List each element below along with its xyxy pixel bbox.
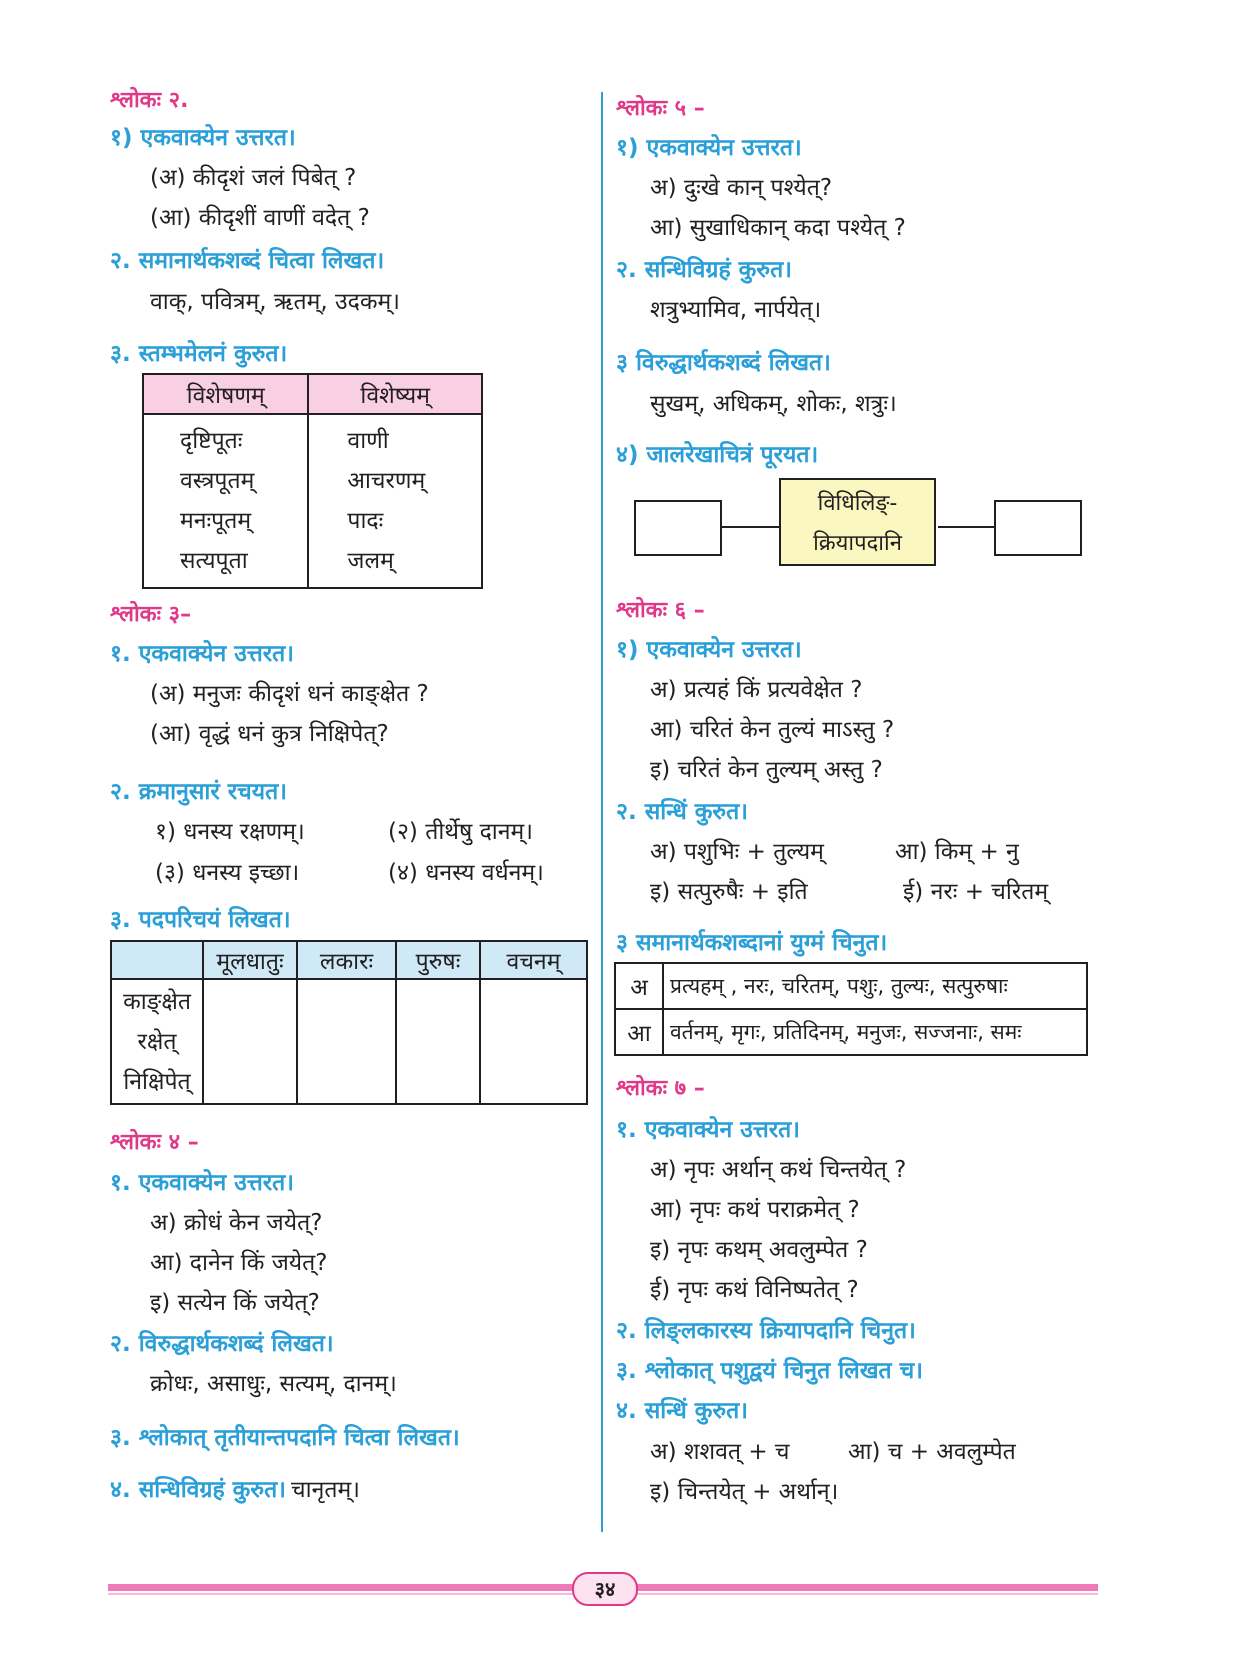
shloka-7-heading: श्लोकः ७ – [616, 1076, 705, 1101]
s2-q1: १) एकवाक्येन उत्तरत। [110, 125, 296, 151]
web-line-left [720, 526, 779, 528]
pada-cell[interactable] [203, 979, 297, 1104]
s5-q1: १) एकवाक्येन उत्तरत। [616, 135, 802, 161]
s7-q1: १. एकवाक्येन उत्तरत। [616, 1117, 800, 1143]
s5-q2: २. सन्धिविग्रहं कुरुत। [616, 257, 792, 283]
page-number: ३४ [572, 1572, 638, 1606]
syn-row-1: प्रत्यहम् , नरः, चरितम्, पशुः, तुल्यः, सत्पुरुषाः [663, 963, 1087, 1009]
s7-q1b: आ) नृपः कथं पराक्रमेत् ? [650, 1197, 860, 1223]
s3-order-4: (४) धनस्य वर्धनम्। [388, 860, 544, 886]
pada-header-blank [111, 941, 203, 979]
s5-q3-text: सुखम्, अधिकम्, शोकः, शत्रुः। [650, 391, 897, 417]
match-table [142, 373, 483, 589]
s4-q4-text: चानृतम्। [291, 1477, 360, 1503]
s6-q3: ३ समानार्थकशब्दानां युग्मं चिनुत। [616, 930, 888, 956]
s3-order-3: (३) धनस्य इच्छा। [155, 860, 300, 886]
s3-order-1: १) धनस्य रक्षणम्। [155, 819, 305, 845]
match-col-2: वाणी आचरणम् पादः जलम् [308, 414, 482, 588]
shloka-6-heading: श्लोकः ६ – [616, 598, 705, 623]
shloka-3-heading: श्लोकः ३– [110, 602, 192, 627]
s7-q3: ३. श्लोकात् पशुद्वयं चिनुत लिखत च। [616, 1358, 923, 1384]
syn-row-1-label: अ [615, 963, 663, 1009]
s3-q1a: (अ) मनुजः कीदृशं धनं काङ्क्षेत ? [150, 681, 429, 707]
s7-q4: ४. सन्धिं कुरुत। [616, 1398, 748, 1424]
s4-q4-line [110, 1472, 360, 1504]
s3-q3: ३. पदपरिचयं लिखत। [110, 907, 291, 933]
s4-q1: १. एकवाक्येन उत्तरत। [110, 1170, 294, 1196]
pada-cell[interactable] [480, 979, 587, 1104]
s6-q1a: अ) प्रत्यहं किं प्रत्यवेक्षेत ? [650, 677, 863, 703]
s5-q3: ३ विरुद्धार्थकशब्दं लिखत। [616, 350, 831, 376]
match-header-1: विशेषणम् [143, 374, 308, 414]
s7-q1a: अ) नृपः अर्थान् कथं चिन्तयेत् ? [650, 1157, 907, 1183]
s6-q2b: आ) किम् + नु [895, 839, 1019, 865]
syn-row-2-label: आ [615, 1009, 663, 1055]
s5-q1b: आ) सुखाधिकान् कदा पश्येत् ? [650, 215, 906, 241]
s2-q1a: (अ) कीदृशं जलं पिबेत् ? [150, 165, 357, 191]
shloka-5-heading: श्लोकः ५ – [616, 96, 705, 121]
s4-q1a: अ) क्रोधं केन जयेत्? [150, 1210, 323, 1236]
pada-header-vachan: वचनम् [480, 941, 587, 979]
s6-q2c: इ) सत्पुरुषैः + इति [650, 879, 808, 905]
s7-q4a: अ) शशवत् + च [650, 1439, 790, 1465]
match-col-1: दृष्टिपूतः वस्त्रपूतम् मनःपूतम् सत्यपूता [143, 414, 308, 588]
s7-q4b: आ) च + अवलुम्पेत [848, 1439, 1016, 1465]
s4-q2-text: क्रोधः, असाधुः, सत्यम्, दानम्। [150, 1371, 397, 1397]
s4-q4: ४. सन्धिविग्रहं कुरुत। [110, 1477, 286, 1503]
s3-q1b: (आ) वृद्धं धनं कुत्र निक्षिपेत्? [150, 721, 389, 747]
s6-q1c: इ) चरितं केन तुल्यम् अस्तु ? [650, 757, 883, 783]
pada-header-lakar: लकारः [297, 941, 396, 979]
shloka-2-heading: श्लोकः २. [110, 88, 189, 113]
web-center-box [779, 478, 936, 566]
s3-order-2: (२) तीर्थेषु दानम्। [388, 819, 533, 845]
s3-q1: १. एकवाक्येन उत्तरत। [110, 641, 294, 667]
s6-q2d: ई) नरः + चरितम् [903, 879, 1049, 905]
s4-q3: ३. श्लोकात् तृतीयान्तपदानि चित्वा लिखत। [110, 1425, 460, 1451]
s5-q1a: अ) दुःखे कान् पश्येत्? [650, 175, 833, 201]
s2-q3: ३. स्तम्भमेलनं कुरुत। [110, 341, 288, 367]
s6-q2a: अ) पशुभिः + तुल्यम् [650, 839, 824, 865]
s6-q2: २. सन्धिं कुरुत। [616, 799, 748, 825]
syn-row-2: वर्तनम्, मृगः, प्रतिदिनम्, मनुजः, सज्जनाः, समः [663, 1009, 1087, 1055]
pada-cell[interactable] [396, 979, 480, 1104]
pada-cell[interactable] [297, 979, 396, 1104]
s5-q2-text: शत्रुभ्यामिव, नार्पयेत्। [650, 297, 822, 323]
web-line-right [938, 526, 994, 528]
s4-q2: २. विरुद्धार्थकशब्दं लिखत। [110, 1331, 334, 1357]
web-box-left[interactable] [634, 500, 722, 556]
column-divider [601, 92, 603, 1532]
pada-header-dhatu: मूलधातुः [203, 941, 297, 979]
s2-q2: २. समानार्थकशब्दं चित्वा लिखत। [110, 248, 385, 274]
s3-q2: २. क्रमानुसारं रचयत। [110, 779, 287, 805]
s4-q1b: आ) दानेन किं जयेत्? [150, 1250, 328, 1276]
synonym-table [614, 962, 1088, 1056]
s7-q2: २. लिङ्लकारस्य क्रियापदानि चिनुत। [616, 1318, 916, 1344]
s7-q1d: ई) नृपः कथं विनिष्पतेत् ? [650, 1277, 859, 1303]
s2-q2-text: वाक्, पवित्रम्, ऋतम्, उदकम्। [150, 289, 400, 315]
shloka-4-heading: श्लोकः ४ – [110, 1130, 199, 1155]
web-box-right[interactable] [994, 500, 1082, 556]
pada-header-purush: पुरुषः [396, 941, 480, 979]
s6-q1: १) एकवाक्येन उत्तरत। [616, 637, 802, 663]
match-header-2: विशेष्यम् [308, 374, 482, 414]
pada-parichay-table [110, 940, 588, 1105]
s6-q1b: आ) चरितं केन तुल्यं माऽस्तु ? [650, 717, 895, 743]
s7-q4c: इ) चिन्तयेत् + अर्थान्। [650, 1479, 839, 1505]
s7-q1c: इ) नृपः कथम् अवलुम्पेत ? [650, 1237, 868, 1263]
s5-q4: ४) जालरेखाचित्रं पूरयत। [616, 442, 819, 468]
s2-q1b: (आ) कीदृशीं वाणीं वदेत् ? [150, 205, 370, 231]
web-center-line2: क्रियापदानि [813, 531, 902, 556]
pada-words: काङ्क्षेत रक्षेत् निक्षिपेत् [111, 979, 203, 1104]
s4-q1c: इ) सत्येन किं जयेत्? [150, 1290, 320, 1316]
web-center-line1: विधिलिङ्- [817, 491, 898, 516]
